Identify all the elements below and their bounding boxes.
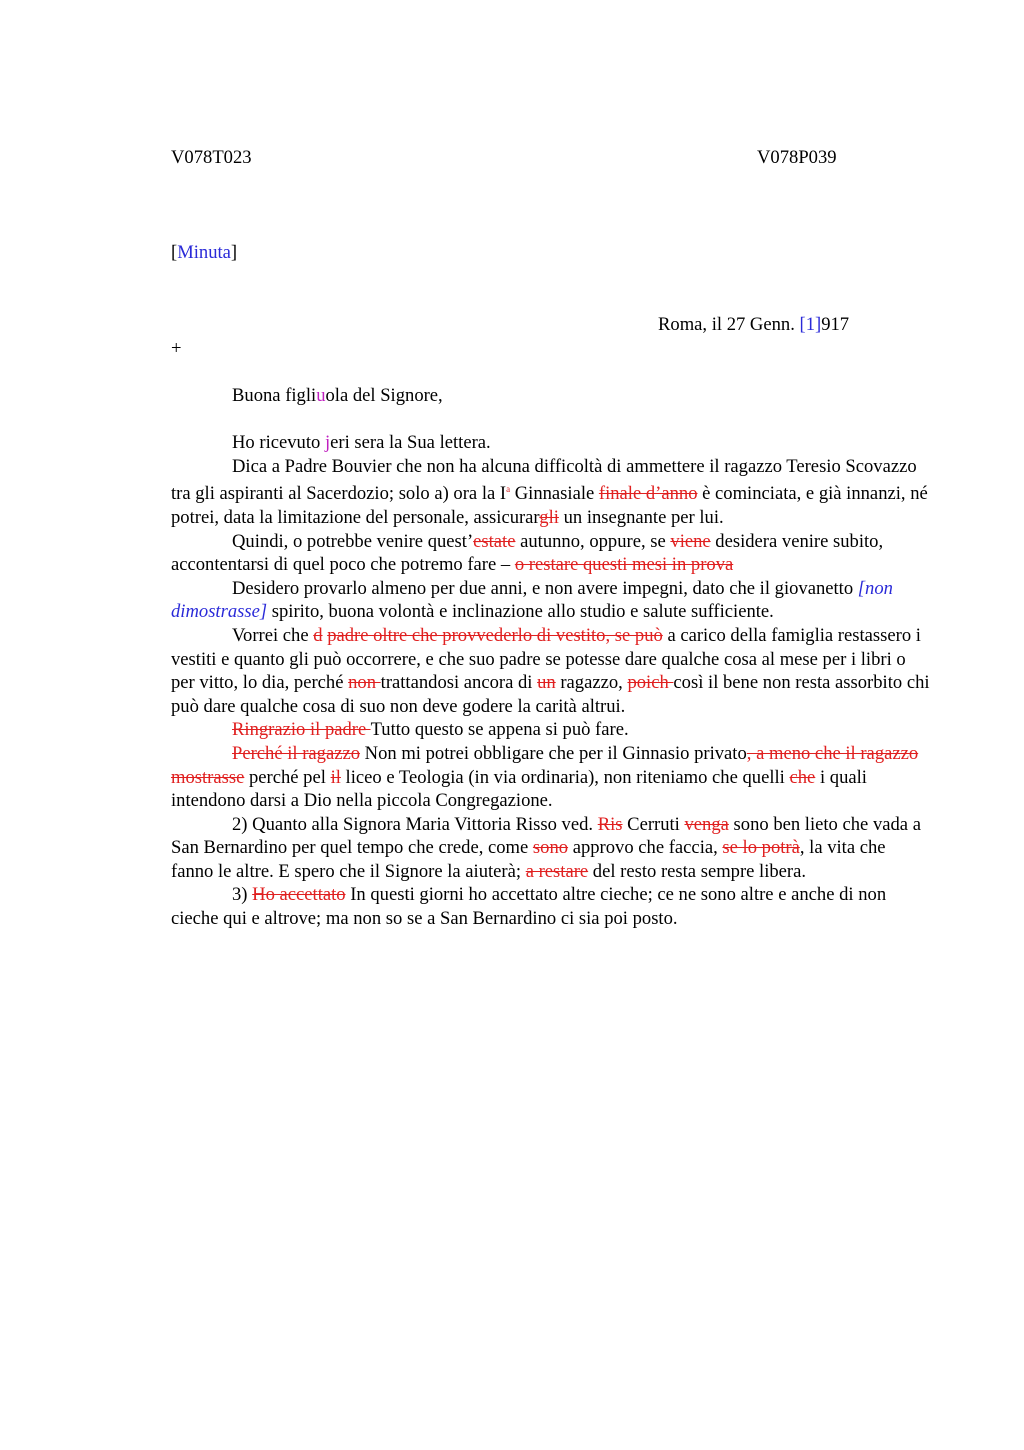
deleted-text: Ris <box>597 813 623 835</box>
paragraph-2: Dica a Padre Bouvier che non ha alcuna difficoltà di ammettere il ragazzo Teresio Scovazzo tra gli aspiranti al Sacerdozio; solo a) ora la $I^a$ Ginnasiale finale d’anno è cominciata, e già innanzi, né potrei, data la limitazione del personale, assicurargli un insegnante per lui. <box>171 455 928 528</box>
deleted-text: che <box>789 766 816 788</box>
spacer <box>171 408 931 432</box>
letter-date: Roma, il 27 Genn. [1]917 <box>658 314 850 335</box>
editorial-insertion: [non dimostrasse] <box>171 577 893 623</box>
paragraph-5: Vorrei che d padre oltre che provvederlo di vestito, se può a carico della famiglia restassero i vestiti e quanto gli può occorrere, e che suo padre se potesse dare qualche cosa al mese per i libri o per vitto, lo dia, perché non trattandosi ancora di un ragazzo, poich così il bene non resta assorbito chi può dare qualche cosa di suo non deve godere la carità altrui. <box>171 624 930 717</box>
deleted-text: a restare <box>525 860 589 882</box>
minuta-label: [Minuta] <box>171 242 238 263</box>
paragraph-6: Ringrazio il padre Tutto questo se appena si può fare. <box>232 719 629 741</box>
paragraph-4: Desidero provarlo almeno per due anni, e non avere impegni, dato che il giovanetto [non dimostrasse] spirito, buona volontà e inclinazione allo studio e salute sufficiente. <box>171 577 893 623</box>
minuta-text: Minuta <box>177 242 231 263</box>
deleted-text: non <box>348 672 381 694</box>
deleted-text: viene <box>670 530 711 552</box>
salutation: Buona figliuola del Signore, <box>232 385 443 406</box>
inserted-letter: j <box>324 432 331 454</box>
deleted-text: padre oltre che provvederlo di vestito, se può <box>327 624 663 646</box>
cross-symbol: + <box>171 338 182 359</box>
deleted-text: se lo potrà <box>722 837 800 859</box>
deleted-text: , a meno che il ragazzo mostrasse <box>171 742 919 788</box>
deleted-text: il <box>330 766 341 788</box>
paragraph-9: 3) Ho accettato In questi giorni ho accettato altre cieche; ce ne sono altre e anche di non cieche qui e altrove; ma non so se a San Bernardino ci sia poi posto. <box>171 884 887 930</box>
deleted-text: poich <box>627 672 674 694</box>
editorial-bracket: [1] <box>799 314 822 335</box>
document-code-right: V078P039 <box>757 147 837 168</box>
document-code-left: V078T023 <box>171 147 252 168</box>
deleted-text: Perché il ragazzo <box>232 742 361 764</box>
paragraph-3: Quindi, o potrebbe venire quest’estate autunno, oppure, se viene desidera venire subito, accontentarsi di quel poco che potremo fare – o restare questi mesi in prova <box>171 530 884 576</box>
deleted-text: venga <box>684 813 729 835</box>
superscript: a <box>506 484 511 495</box>
deleted-text: d <box>313 624 323 646</box>
deleted-text: Ringrazio il padre <box>232 719 371 741</box>
deleted-text: Ho accettato <box>252 884 346 906</box>
deleted-text: finale d’anno <box>598 483 698 505</box>
paragraph-1: Ho ricevuto jeri sera la Sua lettera. <box>232 432 491 454</box>
deleted-text: estate <box>473 530 516 552</box>
paragraph-7: Perché il ragazzo Non mi potrei obbligare che per il Ginnasio privato, a meno che il ragazzo mostrasse perché pel il liceo e Teologia (in via ordinaria), non riteniamo che quelli che i quali intendono darsi a Dio nella piccola Congregazione. <box>171 742 919 812</box>
deleted-text: sono <box>532 837 569 859</box>
deleted-text: gli <box>539 506 559 528</box>
inserted-letter: u <box>316 385 326 406</box>
deleted-text: o restare questi mesi in prova <box>514 554 734 576</box>
letter-body <box>171 384 931 931</box>
paragraph-8: 2) Quanto alla Signora Maria Vittoria Risso ved. Ris Cerruti venga sono ben lieto che vada a San Bernardino per quel tempo che crede, come sono approvo che faccia, se lo potrà, la vita che fanno le altre. E spero che il Signore la aiuterà; a restare del resto resta sempre libera. <box>171 813 921 882</box>
deleted-text: un <box>537 672 556 694</box>
